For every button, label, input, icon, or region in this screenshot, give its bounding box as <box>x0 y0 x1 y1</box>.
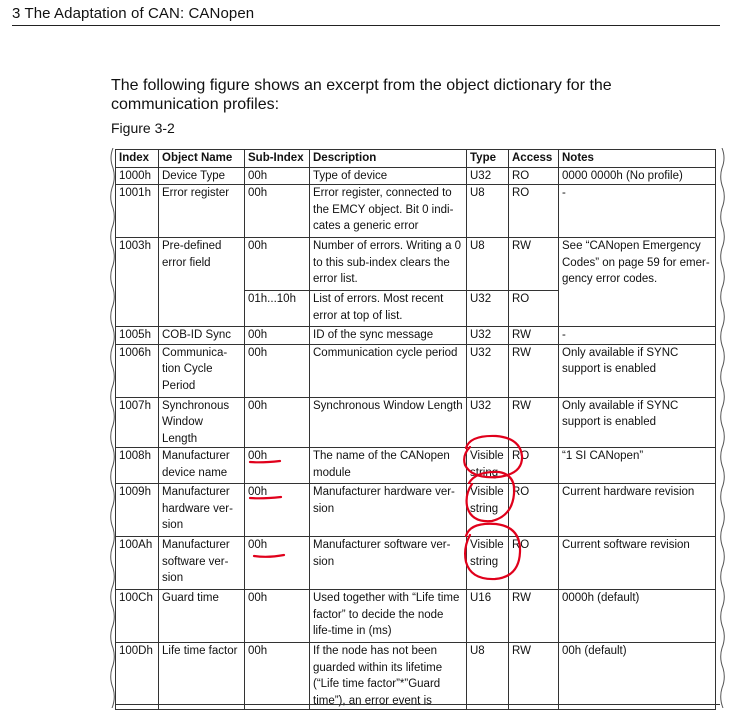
table-row <box>116 448 716 484</box>
table-row <box>116 484 716 537</box>
cell-type: U16 <box>467 590 509 643</box>
table-row <box>116 238 716 291</box>
chapter-title: 3 The Adaptation of CAN: CANopen <box>12 5 255 22</box>
cell-sub-index: 00h <box>245 643 310 710</box>
cell-object-name: Guard time <box>159 590 245 643</box>
cell-access: RO <box>509 185 559 238</box>
cell-description: Error register, connected to the EMCY object. Bit 0 indi-cates a generic error <box>310 185 467 238</box>
intro-paragraph: The following figure shows an excerpt from the object dictionary for the communication profiles: <box>111 77 612 113</box>
cell-notes: 0000h (default) <box>559 590 716 643</box>
cell-access: RW <box>509 590 559 643</box>
cell-access: RO <box>509 448 559 484</box>
cell-type: U32 <box>467 397 509 448</box>
cell-object-name: Pre-defined error field <box>159 238 245 327</box>
cell-type: Visible string <box>467 448 509 484</box>
cell-sub-index: 00h <box>245 185 310 238</box>
cell-sub-index: 00h <box>245 327 310 345</box>
cell-notes: - <box>559 327 716 345</box>
header-notes: Notes <box>559 150 716 168</box>
cell-sub-index: 00h <box>245 397 310 448</box>
table-row <box>116 643 716 710</box>
cell-object-name: Synchronous Window Length <box>159 397 245 448</box>
header-type: Type <box>467 150 509 168</box>
cell-description: Type of device <box>310 167 467 185</box>
cell-type: Visible string <box>467 484 509 537</box>
header-index: Index <box>116 150 159 168</box>
table-bottom-edge <box>115 704 720 705</box>
header-access: Access <box>509 150 559 168</box>
table-row <box>116 167 716 185</box>
cell-type: U8 <box>467 185 509 238</box>
cell-notes: Current hardware revision <box>559 484 716 537</box>
torn-edge-right <box>719 148 727 708</box>
cell-object-name: Communica-tion Cycle Period <box>159 344 245 397</box>
cell-access: RO <box>509 537 559 590</box>
table-row <box>116 590 716 643</box>
cell-access: RO <box>509 484 559 537</box>
cell-description: Used together with “Life time factor” to decide the node life-time in (ms) <box>310 590 467 643</box>
object-dictionary-table <box>115 149 716 710</box>
cell-notes: “1 SI CANopen” <box>559 448 716 484</box>
cell-index: 100Dh <box>116 643 159 710</box>
cell-index: 1003h <box>116 238 159 327</box>
header-object-name: Object Name <box>159 150 245 168</box>
cell-notes: - <box>559 185 716 238</box>
cell-type: U32 <box>467 344 509 397</box>
cell-index: 1007h <box>116 397 159 448</box>
cell-notes: 00h (default) <box>559 643 716 710</box>
cell-sub-index: 00h <box>245 590 310 643</box>
cell-notes: Only available if SYNC support is enabled <box>559 397 716 448</box>
table-header-row <box>116 150 716 168</box>
cell-index: 1005h <box>116 327 159 345</box>
cell-notes: 0000 0000h (No profile) <box>559 167 716 185</box>
cell-sub-index: 01h...10h <box>245 291 310 327</box>
cell-index: 1000h <box>116 167 159 185</box>
cell-index: 1006h <box>116 344 159 397</box>
cell-object-name: Device Type <box>159 167 245 185</box>
cell-access: RW <box>509 397 559 448</box>
cell-description: If the node has not been guarded within its lifetime (“Life time factor”*”Guard time”), an error event is <box>310 643 467 710</box>
cell-access: RW <box>509 327 559 345</box>
table-row <box>116 185 716 238</box>
cell-index: 1009h <box>116 484 159 537</box>
cell-type: U32 <box>467 327 509 345</box>
cell-description: Manufacturer hardware ver-sion <box>310 484 467 537</box>
cell-object-name: Manufacturer device name <box>159 448 245 484</box>
cell-object-name: COB-ID Sync <box>159 327 245 345</box>
cell-notes: See “CANopen Emergency Codes” on page 59 for emer-gency error codes. <box>559 238 716 327</box>
cell-description: ID of the sync message <box>310 327 467 345</box>
table-row <box>116 397 716 448</box>
cell-description: Communication cycle period <box>310 344 467 397</box>
cell-access: RW <box>509 344 559 397</box>
cell-description: Number of errors. Writing a 0 to this sub-index clears the error list. <box>310 238 467 291</box>
cell-sub-index: 00h <box>245 537 310 590</box>
cell-description: The name of the CANopen module <box>310 448 467 484</box>
cell-object-name: Life time factor <box>159 643 245 710</box>
cell-type: U32 <box>467 291 509 327</box>
cell-object-name: Error register <box>159 185 245 238</box>
cell-type: U8 <box>467 238 509 291</box>
cell-index: 1008h <box>116 448 159 484</box>
cell-sub-index: 00h <box>245 238 310 291</box>
cell-access: RO <box>509 167 559 185</box>
cell-access: RO <box>509 291 559 327</box>
torn-edge-left <box>108 148 116 708</box>
table-row <box>116 344 716 397</box>
figure-label: Figure 3-2 <box>111 120 175 136</box>
table-row <box>116 537 716 590</box>
cell-object-name: Manufacturer hardware ver-sion <box>159 484 245 537</box>
header-description: Description <box>310 150 467 168</box>
cell-index: 1001h <box>116 185 159 238</box>
cell-notes: Current software revision <box>559 537 716 590</box>
cell-index: 100Ah <box>116 537 159 590</box>
cell-type: U8 <box>467 643 509 710</box>
cell-access: RW <box>509 238 559 291</box>
cell-object-name: Manufacturer software ver-sion <box>159 537 245 590</box>
page-header <box>12 5 720 26</box>
cell-access: RW <box>509 643 559 710</box>
cell-description: Synchronous Window Length <box>310 397 467 448</box>
cell-type: U32 <box>467 167 509 185</box>
cell-notes: Only available if SYNC support is enabled <box>559 344 716 397</box>
cell-type: Visible string <box>467 537 509 590</box>
cell-description: Manufacturer software ver-sion <box>310 537 467 590</box>
cell-index: 100Ch <box>116 590 159 643</box>
cell-sub-index: 00h <box>245 484 310 537</box>
cell-sub-index: 00h <box>245 167 310 185</box>
header-sub-index: Sub-Index <box>245 150 310 168</box>
table-row <box>116 327 716 345</box>
cell-sub-index: 00h <box>245 448 310 484</box>
cell-sub-index: 00h <box>245 344 310 397</box>
cell-description: List of errors. Most recent error at top of list. <box>310 291 467 327</box>
